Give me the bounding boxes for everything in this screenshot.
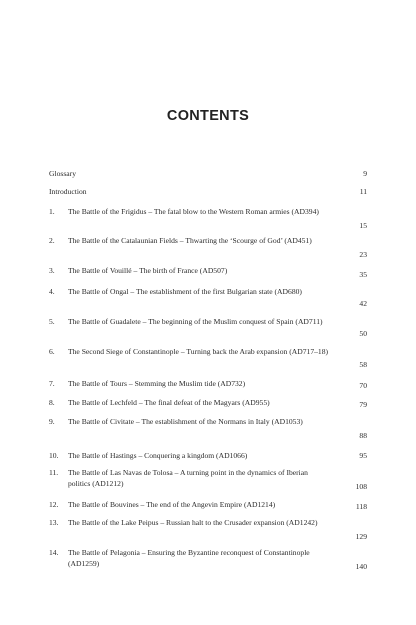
toc-entry-title: The Battle of Pelagonia – Ensuring the Byzantine reconquest of Constantinople (AD1259) [68, 548, 310, 568]
toc-entry-number: 10. [49, 451, 59, 460]
toc-entry-title: The Battle of Lechfeld – The final defeat of the Magyars (AD955) [68, 398, 270, 407]
toc-entry-title: The Battle of Guadalete – The beginning of the Muslim conquest of Spain (AD711) [68, 317, 323, 326]
toc-entry-title: Introduction [49, 187, 87, 196]
toc-entry-title: The Battle of Ongal – The establishment of the first Bulgarian state (AD680) [68, 287, 302, 296]
toc-entry-number: 14. [49, 548, 59, 557]
toc-entry-title: The Battle of Las Navas de Tolosa – A turning point in the dynamics of Iberian politics (AD1212) [68, 468, 308, 488]
toc-entry-number: 4. [49, 287, 55, 296]
toc-entry-page: 118 [355, 502, 367, 511]
toc-entry-title: The Battle of Bouvines – The end of the Angevin Empire (AD1214) [68, 500, 276, 509]
toc-entry-title: The Battle of the Frigidus – The fatal blow to the Western Roman armies (AD394) [68, 207, 319, 216]
toc-entry-title: The Battle of Vouillé – The birth of France (AD507) [68, 266, 228, 275]
toc-entry-number: 8. [49, 398, 55, 407]
toc-entry-number: 2. [49, 236, 55, 245]
toc-entry-number: 1. [49, 207, 55, 216]
toc-entry-number: 3. [49, 266, 55, 275]
toc-entry-page: 140 [355, 562, 367, 571]
toc-entry-title: The Battle of Tours – Stemming the Muslim tide (AD732) [68, 379, 246, 388]
toc-entry-page: 35 [359, 270, 367, 279]
toc-entry-page: 58 [359, 360, 367, 369]
toc-entry-number: 13. [49, 518, 59, 527]
contents-heading: CONTENTS [166, 108, 250, 124]
toc-entry-page: 23 [359, 250, 367, 259]
toc-entry-number: 12. [49, 500, 59, 509]
toc-entry-page: 15 [359, 221, 367, 230]
toc-entry-title: Glossary [49, 169, 76, 178]
toc-entry-page: 95 [359, 451, 367, 460]
toc-entry-title: The Battle of Civitate – The establishment of the Normans in Italy (AD1053) [68, 417, 303, 426]
toc-entry-page: 70 [359, 381, 367, 390]
toc-entry-title: The Second Siege of Constantinople – Turning back the Arab expansion (AD717–18) [68, 347, 329, 356]
toc-entry-page: 11 [359, 187, 367, 196]
toc-entry-number: 5. [49, 317, 55, 326]
toc-entry-title: The Battle of the Lake Peipus – Russian halt to the Crusader expansion (AD1242) [68, 518, 318, 527]
toc-entry-title: The Battle of Hastings – Conquering a kingdom (AD1066) [68, 451, 248, 460]
toc-entry-page: 108 [355, 482, 367, 491]
toc-entry-number: 11. [49, 468, 59, 477]
toc-entry-page: 79 [359, 400, 367, 409]
toc-entry-page: 42 [359, 299, 367, 308]
toc-entry-page: 50 [359, 329, 367, 338]
toc-entry-number: 9. [49, 417, 55, 426]
toc-entry-number: 6. [49, 347, 55, 356]
toc-entry-page: 129 [355, 532, 367, 541]
toc-entry-page: 9 [363, 169, 367, 178]
toc-entry-page: 88 [359, 431, 367, 440]
toc-entry-title: The Battle of the Catalaunian Fields – Thwarting the ‘Scourge of God’ (AD451) [68, 236, 312, 245]
toc-entry-number: 7. [49, 379, 55, 388]
